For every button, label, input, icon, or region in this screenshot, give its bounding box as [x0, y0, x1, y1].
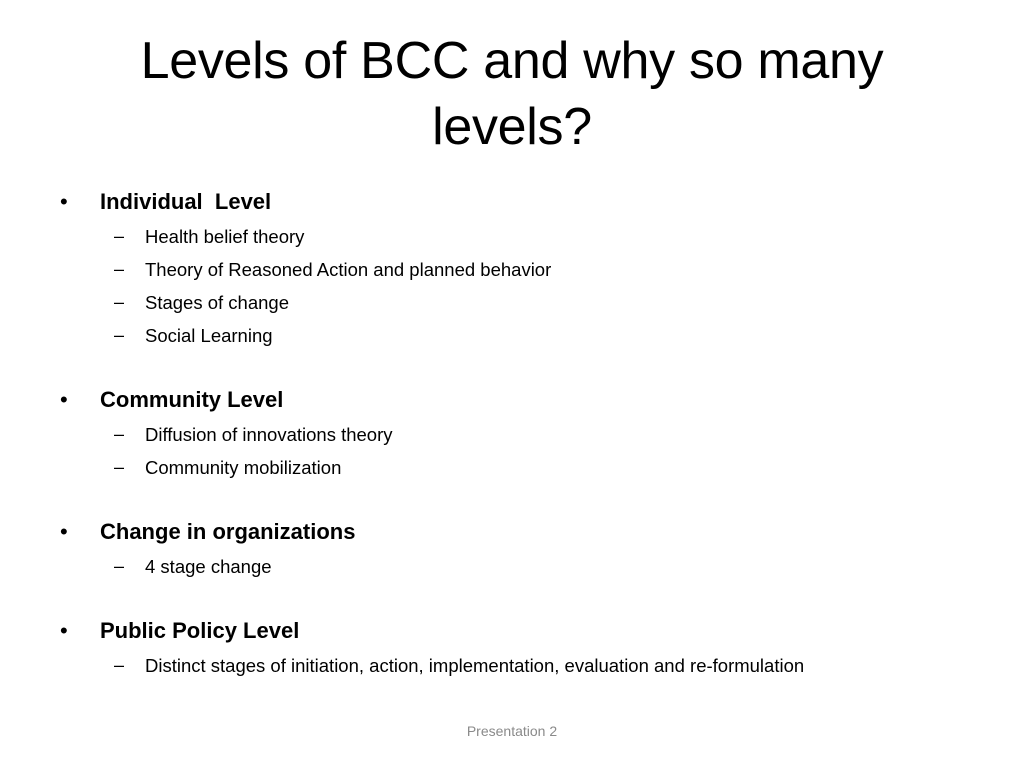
- dash-icon: –: [114, 259, 125, 279]
- level-individual: [60, 184, 980, 352]
- list-item: [60, 550, 980, 583]
- sub-list: [60, 550, 980, 583]
- level-heading: [60, 613, 980, 649]
- sub-list: [60, 220, 980, 352]
- list-item-text: Community mobilization: [145, 457, 342, 478]
- sub-list: [60, 418, 980, 484]
- list-item: [60, 286, 980, 319]
- bullet-icon: •: [60, 387, 68, 412]
- list-item-text: 4 stage change: [145, 556, 272, 577]
- list-item-text: Diffusion of innovations theory: [145, 424, 393, 445]
- bullet-icon: •: [60, 189, 68, 214]
- level-label: Individual Level: [100, 189, 272, 214]
- list-item: [60, 451, 980, 484]
- dash-icon: –: [114, 457, 125, 477]
- level-heading: [60, 184, 980, 220]
- level-organizations: [60, 514, 980, 583]
- bullet-icon: •: [60, 618, 68, 643]
- level-label: Public Policy Level: [100, 618, 300, 643]
- dash-icon: –: [114, 325, 125, 345]
- list-item-text: Health belief theory: [145, 226, 305, 247]
- list-item-text: Distinct stages of initiation, action, implementation, evaluation and re-formulation: [145, 655, 805, 676]
- list-item-text: Social Learning: [145, 325, 273, 346]
- list-item-text: Theory of Reasoned Action and planned behavior: [145, 259, 552, 280]
- slide-title: Levels of BCC and why so many levels?: [140, 32, 884, 156]
- level-label: Community Level: [100, 387, 284, 412]
- level-public-policy: [60, 613, 980, 682]
- dash-icon: –: [114, 424, 125, 444]
- level-label: Change in organizations: [100, 519, 356, 544]
- slide-footer: Presentation 2: [466, 723, 558, 739]
- level-community: [60, 382, 980, 484]
- list-item: [60, 253, 980, 286]
- bullet-content: [60, 184, 980, 682]
- dash-icon: –: [114, 292, 125, 312]
- list-item-text: Stages of change: [145, 292, 289, 313]
- list-item: [60, 220, 980, 253]
- dash-icon: –: [114, 655, 125, 675]
- bullet-icon: •: [60, 519, 68, 544]
- dash-icon: –: [114, 226, 125, 246]
- list-item: [60, 319, 980, 352]
- sub-list: [60, 649, 980, 682]
- level-heading: [60, 382, 980, 418]
- list-item: [60, 418, 980, 451]
- dash-icon: –: [114, 556, 125, 576]
- list-item: [60, 649, 980, 682]
- level-heading: [60, 514, 980, 550]
